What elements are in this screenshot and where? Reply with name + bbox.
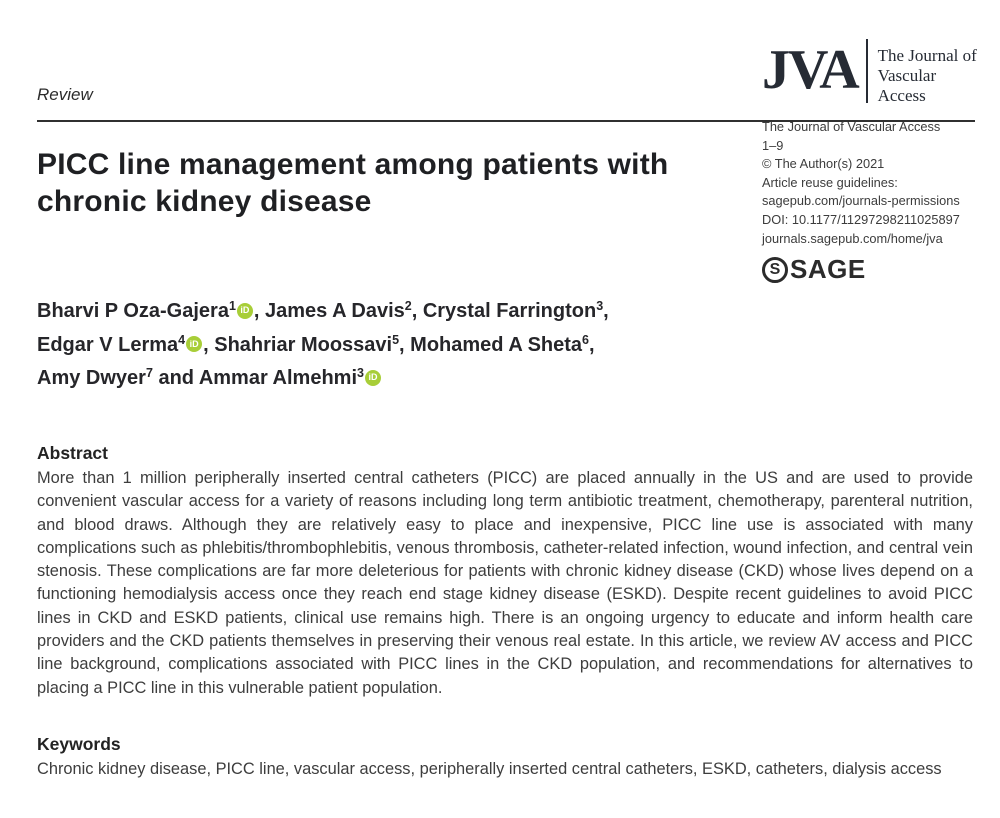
orcid-icon-label: iD <box>240 305 250 315</box>
authors-line-3 <box>37 359 757 393</box>
abstract-text: More than 1 million peripherally inserted central catheters (PICC) are placed annually in the US and are used to provide convenient vascular access for a variety of reasons including long term antibiotic treatment, chemotherapy, parenteral nutrition, and blood draws. Although they are relatively easy to place and inexpensive, PICC line use is associated with many complications such as phlebitis/thrombophlebitis, venous thrombosis, catheter-related infection, wound infection, and central vein stenosis. These complications are far more deleterious for patients with chronic kidney disease (CKD) whose lives depend on a functioning hemodialysis access once they reach end stage kidney disease (ESKD). Despite recent guidelines to avoid PICC lines in CKD and ESKD patients, clinical use remains high. There is an ongoing urgency to educate and inform health care providers and the CKD patients themselves in preserving their venous real estate. In this article, we review AV access and PICC line background, complications associated with PICC lines in the CKD population, and recommendations for alternatives to placing a PICC line in this vulnerable patient population. <box>37 469 973 697</box>
author-affiliation-sup: 1 <box>228 299 236 313</box>
author-name: Edgar V Lerma <box>37 333 179 356</box>
metadata-copyright: © The Author(s) 2021 <box>762 156 885 172</box>
author-affiliation-sup: 2 <box>404 299 412 313</box>
jva-logo-name-line2: Vascular Access <box>877 66 937 105</box>
section-label: Review <box>37 85 93 104</box>
author-separator: , <box>411 300 423 322</box>
orcid-icon[interactable] <box>237 303 253 319</box>
abstract-heading: Abstract <box>37 443 108 463</box>
keywords-heading: Keywords <box>37 734 121 754</box>
author-separator: and <box>152 367 199 389</box>
jva-logo-name-line1: The Journal of <box>877 46 977 65</box>
permissions-link[interactable]: sagepub.com/journals-permissions <box>762 193 960 209</box>
sage-logo-word: SAGE <box>790 254 866 285</box>
keywords-text: Chronic kidney disease, PICC line, vascular access, peripherally inserted central catheters, ESKD, catheters, dialysis access <box>37 760 942 778</box>
author-name: James A Davis <box>265 300 405 322</box>
jva-logo <box>762 36 984 106</box>
metadata-page-range: 1–9 <box>762 137 784 153</box>
sage-s-letter: S <box>769 260 781 278</box>
author-separator: , <box>603 300 609 322</box>
sage-logo <box>762 254 984 285</box>
orcid-icon[interactable] <box>186 336 202 352</box>
author-separator: , <box>589 333 595 356</box>
metadata-journal-name: The Journal of Vascular Access <box>762 119 941 134</box>
orcid-icon-label: iD <box>368 372 378 382</box>
author-name: Mohamed A Sheta <box>410 333 583 356</box>
jva-logo-divider <box>866 39 868 103</box>
author-affiliation-sup: 3 <box>357 366 364 380</box>
journal-info-column <box>762 36 984 285</box>
author-affiliation-sup: 4 <box>178 332 186 347</box>
author-name: Shahriar Moossavi <box>214 333 393 356</box>
journal-metadata <box>762 118 984 248</box>
author-name: Amy Dwyer <box>37 367 146 389</box>
author-name: Bharvi P Oza-Gajera <box>37 300 229 322</box>
article-title: PICC line management among patients with chronic kidney disease <box>37 148 669 218</box>
orcid-icon[interactable] <box>365 370 381 386</box>
metadata-reuse-label: Article reuse guidelines: <box>762 174 898 190</box>
sage-s-icon <box>762 257 788 283</box>
author-affiliation-sup: 5 <box>392 332 400 347</box>
author-separator: , <box>399 333 411 356</box>
authors-line-1 <box>37 292 757 326</box>
author-separator: , <box>253 300 266 322</box>
authors-line-2 <box>37 326 757 360</box>
orcid-icon-label: iD <box>189 338 199 349</box>
author-name: Ammar Almehmi <box>198 367 358 389</box>
journal-homepage-link[interactable]: journals.sagepub.com/home/jva <box>762 230 943 246</box>
author-name: Crystal Farrington <box>422 300 597 322</box>
author-affiliation-sup: 7 <box>145 366 153 380</box>
author-affiliation-sup: 6 <box>582 332 589 347</box>
authors-block <box>37 292 757 393</box>
metadata-doi: DOI: 10.1177/11297298211025897 <box>762 211 960 227</box>
author-separator: , <box>203 333 215 356</box>
jva-logo-name <box>878 36 984 106</box>
author-affiliation-sup: 3 <box>596 299 604 313</box>
jva-logo-acronym: JVA <box>762 39 858 102</box>
